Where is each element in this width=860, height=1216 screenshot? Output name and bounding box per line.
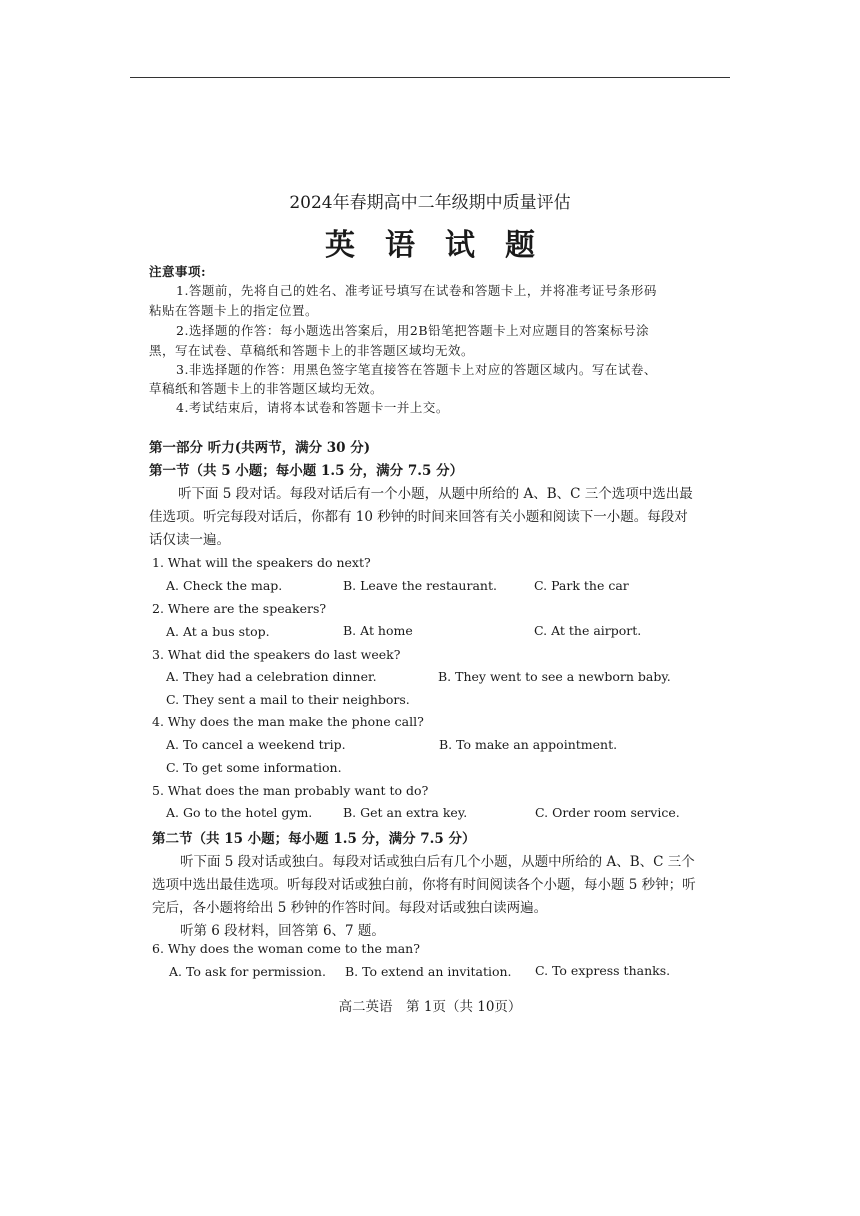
option-c: C. At the airport.	[534, 623, 642, 638]
option-a: A. To ask for permission.	[169, 964, 326, 979]
option-a: A. Check the map.	[166, 578, 283, 593]
notes-heading: 注意事项:	[149, 264, 207, 279]
notes-line: 1.答题前，先将自己的姓名、准考证号填写在试卷和答题卡上，并将准考证号条形码	[176, 283, 657, 298]
page-footer: 高二英语 第 1页（共 10页）	[338, 999, 522, 1015]
question-stem: 1. What will the speakers do next?	[152, 555, 371, 570]
option-a: A. At a bus stop.	[166, 624, 270, 639]
option-b: B. To make an appointment.	[439, 737, 618, 752]
option-c: C. Order room service.	[535, 805, 680, 820]
question-stem: 3. What did the speakers do last week?	[152, 647, 401, 662]
exam-title: 2024年春期高中二年级期中质量评估	[289, 193, 571, 213]
notes-line: 2.选择题的作答：每小题选出答案后，用2B铅笔把答题卡上对应题目的答案标号涂	[176, 323, 650, 338]
part1-heading: 第一部分 听力(共两节，满分 30 分)	[149, 440, 371, 456]
option-c: C. They sent a mail to their neighbors.	[166, 692, 410, 707]
question-stem: 6. Why does the woman come to the man?	[152, 941, 420, 956]
option-b: B. Leave the restaurant.	[343, 578, 497, 593]
notes-line: 粘贴在答题卡上的指定位置。	[149, 303, 319, 318]
section2-instruction: 听第 6 段材料，回答第 6、7 题。	[180, 923, 385, 939]
question-stem: 4. Why does the man make the phone call?	[152, 714, 424, 729]
option-a: A. To cancel a weekend trip.	[166, 737, 346, 752]
option-c: C. To get some information.	[166, 760, 342, 775]
option-a: A. Go to the hotel gym.	[166, 805, 313, 820]
section2-instruction: 完后，各小题将给出 5 秒钟的作答时间。每段对话或独白读两遍。	[152, 900, 548, 916]
notes-line: 3.非选择题的作答：用黑色签字笔直接答在答题卡上对应的答题区域内。写在试卷、	[176, 362, 657, 377]
header-rule	[130, 77, 730, 78]
subject-title: 英语试题	[325, 228, 565, 263]
option-b: B. They went to see a newborn baby.	[438, 669, 671, 684]
notes-line: 4.考试结束后，请将本试卷和答题卡一并上交。	[176, 400, 449, 415]
section2-instruction: 选项中选出最佳选项。听每段对话或独白前，你将有时间阅读各个小题，每小题 5 秒钟；听	[152, 877, 696, 893]
option-b: B. At home	[343, 623, 413, 638]
section2-instruction: 听下面 5 段对话或独白。每段对话或独白后有几个小题，从题中所给的 A、B、C 三个	[180, 854, 695, 870]
option-a: A. They had a celebration dinner.	[166, 669, 377, 684]
notes-line: 草稿纸和答题卡上的非答题区域均无效。	[149, 381, 384, 396]
option-c: C. To express thanks.	[535, 963, 671, 978]
option-b: B. To extend an invitation.	[345, 964, 512, 979]
question-stem: 2. Where are the speakers?	[152, 601, 327, 616]
option-b: B. Get an extra key.	[343, 805, 468, 820]
section1-instruction: 话仅读一遍。	[149, 532, 230, 548]
section1-heading: 第一节（共 5 小题；每小题 1.5 分，满分 7.5 分）	[149, 463, 464, 479]
section1-instruction: 听下面 5 段对话。每段对话后有一个小题，从题中所给的 A、B、C 三个选项中选出最	[178, 486, 693, 502]
option-c: C. Park the car	[534, 578, 629, 593]
notes-line: 黑，写在试卷、草稿纸和答题卡上的非答题区域均无效。	[149, 343, 475, 358]
section2-heading: 第二节（共 15 小题；每小题 1.5 分，满分 7.5 分）	[152, 831, 476, 847]
section1-instruction: 佳选项。听完每段对话后，你都有 10 秒钟的时间来回答有关小题和阅读下一小题。每段对	[149, 509, 688, 525]
question-stem: 5. What does the man probably want to do?	[152, 783, 429, 798]
